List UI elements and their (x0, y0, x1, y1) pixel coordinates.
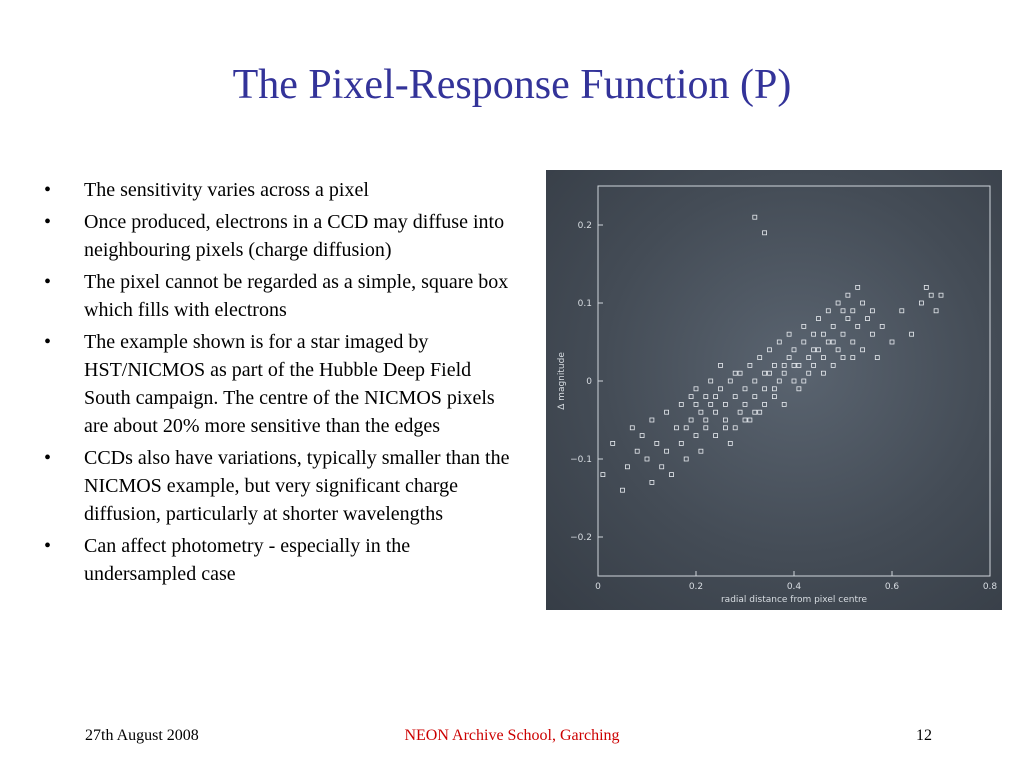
scatter-point (939, 293, 943, 297)
scatter-point (841, 332, 845, 336)
scatter-point (792, 348, 796, 352)
scatter-point (929, 293, 933, 297)
bullet-marker: • (44, 211, 52, 233)
scatter-point (772, 387, 776, 391)
scatter-point (817, 348, 821, 352)
scatter-point (763, 371, 767, 375)
bullet-item (38, 328, 516, 440)
scatter-point (777, 379, 781, 383)
scatter-point (870, 309, 874, 313)
scatter-point (719, 363, 723, 367)
footer-date: 27th August 2008 (85, 727, 199, 744)
scatter-point (723, 402, 727, 406)
scatter-point (763, 402, 767, 406)
scatter-point (630, 426, 634, 430)
scatter-point (777, 340, 781, 344)
scatter-point (743, 402, 747, 406)
scatter-figure (546, 170, 1002, 610)
scatter-point (679, 402, 683, 406)
y-tick-label: −0.1 (570, 455, 592, 465)
scatter-point (763, 387, 767, 391)
scatter-plot (546, 170, 1002, 610)
scatter-point (919, 301, 923, 305)
scatter-point (846, 317, 850, 321)
scatter-point (890, 340, 894, 344)
scatter-point (797, 387, 801, 391)
bullet-item (38, 444, 516, 528)
scatter-point (826, 309, 830, 313)
scatter-point (861, 348, 865, 352)
scatter-point (812, 348, 816, 352)
scatter-point (704, 426, 708, 430)
footer-event: NEON Archive School, Garching (404, 727, 620, 744)
scatter-point (851, 356, 855, 360)
scatter-point (660, 465, 664, 469)
scatter-point (670, 473, 674, 477)
bullet-text: Can affect photometry - especially in the undersampled case (84, 535, 411, 585)
scatter-point (743, 418, 747, 422)
bullet-text: The pixel cannot be regarded as a simple, square box which fills with electrons (84, 271, 509, 321)
x-tick-label: 0.6 (884, 582, 900, 592)
scatter-point (694, 434, 698, 438)
scatter-point (714, 434, 718, 438)
scatter-point (709, 402, 713, 406)
x-tick-label: 0.4 (786, 582, 802, 592)
scatter-point (802, 379, 806, 383)
scatter-point (719, 387, 723, 391)
scatter-point (812, 363, 816, 367)
bullet-item (38, 532, 516, 588)
scatter-point (802, 324, 806, 328)
scatter-point (772, 395, 776, 399)
scatter-point (768, 348, 772, 352)
scatter-point (866, 317, 870, 321)
scatter-point (841, 309, 845, 313)
scatter-point (743, 387, 747, 391)
scatter-point (763, 231, 767, 235)
scatter-point (861, 301, 865, 305)
scatter-point (924, 285, 928, 289)
scatter-point (694, 402, 698, 406)
scatter-point (650, 480, 654, 484)
scatter-point (880, 324, 884, 328)
scatter-point (821, 332, 825, 336)
scatter-point (768, 371, 772, 375)
scatter-point (611, 441, 615, 445)
scatter-point (797, 363, 801, 367)
scatter-point (870, 332, 874, 336)
scatter-point (601, 473, 605, 477)
scatter-point (723, 418, 727, 422)
scatter-point (621, 488, 625, 492)
x-tick-label: 0.2 (688, 582, 704, 592)
scatter-point (831, 324, 835, 328)
bullet-marker: • (44, 535, 52, 557)
scatter-point (782, 363, 786, 367)
scatter-point (699, 449, 703, 453)
scatter-point (635, 449, 639, 453)
bullet-item (38, 208, 516, 264)
scatter-point (665, 410, 669, 414)
scatter-point (694, 387, 698, 391)
x-tick-label: 0 (595, 582, 601, 592)
scatter-point (792, 379, 796, 383)
data-points (601, 215, 943, 492)
scatter-point (826, 340, 830, 344)
scatter-point (792, 363, 796, 367)
scatter-point (655, 441, 659, 445)
scatter-point (782, 402, 786, 406)
scatter-point (748, 363, 752, 367)
scatter-point (934, 309, 938, 313)
bullet-text: The example shown is for a star imaged by HST/NICMOS as part of the Hubble Deep Field South campaign. The centre of the NICMOS pixels are about 20% more sensitive than the edges (84, 331, 495, 437)
scatter-point (821, 356, 825, 360)
scatter-point (812, 332, 816, 336)
scatter-point (807, 371, 811, 375)
bullet-list (38, 176, 516, 592)
scatter-point (856, 324, 860, 328)
scatter-point (714, 395, 718, 399)
scatter-point (674, 426, 678, 430)
scatter-point (831, 363, 835, 367)
plot-frame (598, 186, 990, 576)
bullet-text: The sensitivity varies across a pixel (84, 179, 369, 201)
scatter-point (704, 395, 708, 399)
scatter-point (733, 371, 737, 375)
scatter-point (723, 426, 727, 430)
scatter-point (875, 356, 879, 360)
scatter-point (836, 301, 840, 305)
bullet-marker: • (44, 271, 52, 293)
y-axis-label: Δ magnitude (557, 352, 567, 410)
scatter-point (689, 418, 693, 422)
y-tick-label: −0.2 (570, 533, 592, 543)
scatter-point (714, 410, 718, 414)
bullet-text: CCDs also have variations, typically smaller than the NICMOS example, but very significant charge diffusion, particularly at shorter wavelengths (84, 447, 510, 525)
scatter-point (851, 309, 855, 313)
scatter-point (753, 410, 757, 414)
scatter-point (640, 434, 644, 438)
scatter-point (841, 356, 845, 360)
scatter-point (733, 395, 737, 399)
scatter-point (665, 449, 669, 453)
scatter-point (645, 457, 649, 461)
scatter-point (821, 371, 825, 375)
scatter-point (910, 332, 914, 336)
bullet-marker: • (44, 447, 52, 469)
scatter-point (650, 418, 654, 422)
scatter-point (772, 363, 776, 367)
page-number: 12 (916, 727, 932, 744)
bullet-item (38, 268, 516, 324)
scatter-point (625, 465, 629, 469)
bullet-marker: • (44, 179, 52, 201)
scatter-point (733, 426, 737, 430)
scatter-point (704, 418, 708, 422)
scatter-point (753, 395, 757, 399)
scatter-point (748, 418, 752, 422)
scatter-point (817, 317, 821, 321)
y-tick-label: 0.2 (577, 221, 592, 231)
scatter-point (738, 410, 742, 414)
scatter-point (753, 379, 757, 383)
scatter-point (728, 379, 732, 383)
scatter-point (787, 332, 791, 336)
scatter-point (758, 410, 762, 414)
scatter-point (856, 285, 860, 289)
scatter-point (807, 356, 811, 360)
scatter-point (689, 395, 693, 399)
scatter-point (699, 410, 703, 414)
scatter-point (684, 426, 688, 430)
scatter-point (738, 371, 742, 375)
scatter-point (846, 293, 850, 297)
scatter-point (831, 340, 835, 344)
bullet-marker: • (44, 331, 52, 353)
slide-title: The Pixel-Response Function (P) (232, 62, 792, 108)
scatter-point (787, 356, 791, 360)
scatter-point (851, 340, 855, 344)
scatter-point (782, 371, 786, 375)
scatter-point (758, 356, 762, 360)
scatter-point (753, 215, 757, 219)
scatter-point (679, 441, 683, 445)
y-tick-label: 0.1 (577, 299, 592, 309)
bullet-text: Once produced, electrons in a CCD may diffuse into neighbouring pixels (charge diffusion) (84, 211, 505, 261)
bullet-item (38, 176, 516, 204)
scatter-point (709, 379, 713, 383)
x-tick-label: 0.8 (982, 582, 998, 592)
scatter-point (728, 441, 732, 445)
scatter-point (684, 457, 688, 461)
x-axis-label: radial distance from pixel centre (720, 595, 868, 605)
y-tick-label: 0 (586, 377, 592, 387)
scatter-point (836, 348, 840, 352)
scatter-point (802, 340, 806, 344)
scatter-point (900, 309, 904, 313)
